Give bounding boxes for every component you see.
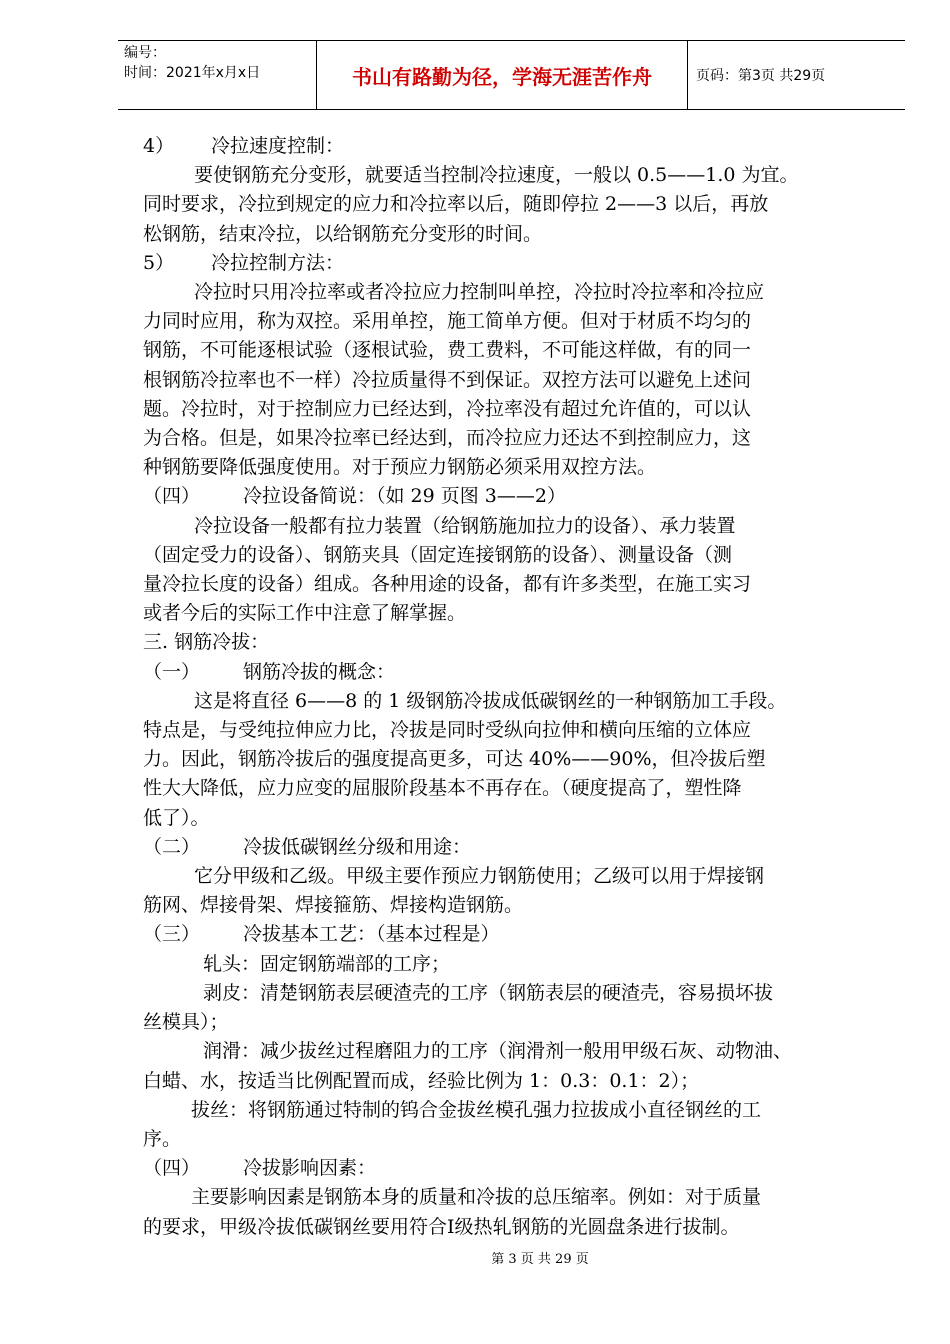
text-line: 三. 钢筋冷拔：	[143, 631, 270, 654]
section-heading	[143, 920, 883, 949]
heading-number: （四）	[143, 485, 201, 508]
section-heading	[143, 833, 883, 862]
text-line: 的要求，甲级冷拔低碳钢丝要用符合Ⅰ级热轧钢筋的光圆盘条进行拔制。	[143, 1215, 740, 1238]
text-line: 为合格。但是，如果冷拉率已经达到，而冷拉应力还达不到控制应力，这	[143, 427, 752, 450]
page-footer: 第 3 页 共 29 页	[491, 1252, 589, 1267]
text-line: 题。冷拉时，对于控制应力已经达到，冷拉率没有超过允许值的，可以认	[143, 397, 752, 420]
text-line: 它分甲级和乙级。甲级主要作预应力钢筋使用；乙级可以用于焊接钢	[194, 865, 765, 888]
text-line: 或者今后的实际工作中注意了解掌握。	[143, 602, 467, 625]
header-motto: 书山有路勤为径，学海无涯苦作舟	[316, 41, 688, 109]
header-page-label: 页码：第3页 共29页	[696, 68, 826, 84]
text-line: 量冷拉长度的设备）组成。各种用途的设备，都有许多类型，在施工实习	[143, 573, 752, 596]
header-meta	[118, 41, 316, 109]
heading-text: 冷拉设备简说：（如 29 页图 3——2）	[243, 485, 566, 508]
text-line: 主要影响因素是钢筋本身的质量和冷拔的总压缩率。例如：对于质量	[191, 1186, 762, 1209]
section-heading	[143, 132, 883, 161]
text-line: （固定受力的设备）、钢筋夹具（固定连接钢筋的设备）、测量设备（测	[143, 543, 733, 566]
section-heading	[143, 249, 883, 278]
section-heading	[143, 1154, 883, 1183]
text-line: 丝模具）；	[143, 1011, 229, 1034]
text-line: 种钢筋要降低强度使用。对于预应力钢筋必须采用双控方法。	[143, 456, 657, 479]
heading-text: 钢筋冷拔的概念：	[243, 660, 396, 683]
text-line: 力同时应用，称为双控。采用单控，施工简单方便。但对于材质不均匀的	[143, 310, 752, 333]
text-line: 低了）。	[143, 806, 210, 829]
heading-text: 冷拉控制方法：	[211, 251, 345, 274]
heading-number: 5）	[143, 251, 175, 274]
text-line: 序。	[143, 1127, 182, 1150]
heading-text: 冷拔低碳钢丝分级和用途：	[243, 835, 472, 858]
text-line: 松钢筋，结束冷拉，以给钢筋充分变形的时间。	[143, 222, 543, 245]
section-heading	[143, 658, 883, 687]
heading-number: （一）	[143, 660, 201, 683]
text-line: 根钢筋冷拉率也不一样）冷拉质量得不到保证。双控方法可以避免上述问	[143, 368, 752, 391]
text-line: 剥皮：清楚钢筋表层硬渣壳的工序（钢筋表层的硬渣壳，容易损坏拔	[203, 981, 774, 1004]
heading-number: 4）	[143, 135, 175, 157]
heading-number: （四）	[143, 1157, 201, 1180]
heading-text: 冷拔影响因素：	[243, 1157, 377, 1180]
text-line: 要使钢筋充分变形，就要适当控制冷拉速度，一般以 0.5——1.0 为宜。	[194, 164, 799, 187]
text-line: 这是将直径 6——8 的 1 级钢筋冷拔成低碳钢丝的一种钢筋加工手段。	[194, 689, 787, 712]
heading-number: （三）	[143, 923, 201, 946]
text-line: 冷拉时只用冷拉率或者冷拉应力控制叫单控，冷拉时冷拉率和冷拉应	[194, 281, 765, 304]
text-line: 同时要求，冷拉到规定的应力和冷拉率以后，随即停拉 2——3 以后，再放	[143, 193, 769, 216]
text-line: 性大大降低，应力应变的屈服阶段基本不再存在。（硬度提高了，塑性降	[143, 777, 742, 800]
section-heading	[143, 482, 883, 511]
text-line: 拔丝：将钢筋通过特制的钨合金拔丝模孔强力拉拔成小直径钢丝的工	[191, 1098, 762, 1121]
heading-text: 冷拉速度控制：	[211, 135, 345, 157]
document-body	[143, 132, 883, 1242]
text-line: 冷拉设备一般都有拉力装置（给钢筋施加拉力的设备）、承力装置	[194, 514, 736, 537]
text-line: 力。因此，钢筋冷拔后的强度提高更多，可达 40%——90%，但冷拔后塑	[143, 748, 766, 771]
text-line: 特点是，与受纯拉伸应力比，冷拔是同时受纵向拉伸和横向压缩的立体应	[143, 719, 752, 742]
header-number-label: 编号：	[124, 45, 166, 61]
text-line: 润滑：减少拔丝过程磨阻力的工序（润滑剂一般用甲级石灰、动物油、	[203, 1040, 793, 1063]
text-line: 轧头：固定钢筋端部的工序；	[203, 952, 451, 975]
heading-number: （二）	[143, 835, 201, 858]
page-header	[118, 40, 905, 110]
text-line: 钢筋，不可能逐根试验（逐根试验，费工费料，不可能这样做，有的同一	[143, 339, 752, 362]
text-line: 白蜡、水，按适当比例配置而成，经验比例为 1：0.3：0.1：2）；	[143, 1069, 700, 1092]
heading-text: 冷拔基本工艺：（基本过程是）	[243, 923, 500, 946]
text-line: 筋网、焊接骨架、焊接箍筋、焊接构造钢筋。	[143, 894, 524, 917]
header-time-label: 时间：2021年x月x日	[124, 65, 261, 81]
